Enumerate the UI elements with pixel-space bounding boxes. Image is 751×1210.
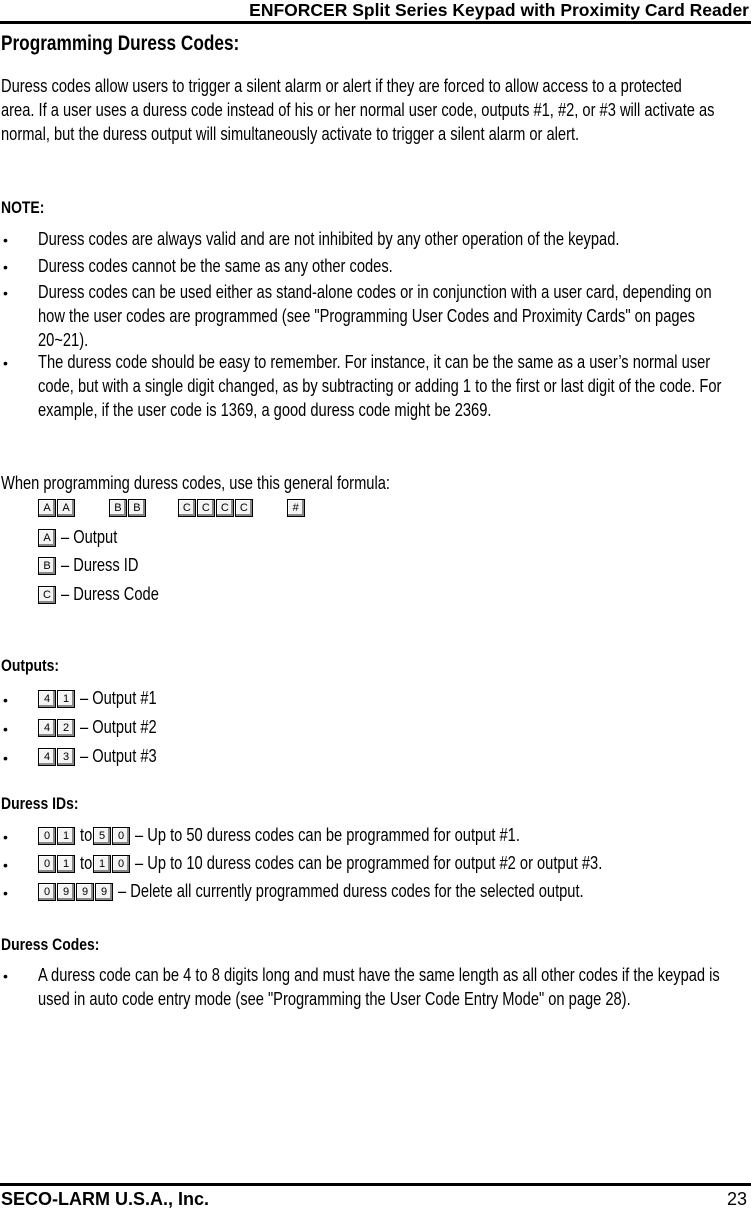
key-digit: 1: [57, 827, 75, 845]
bullet-glyph: •: [3, 285, 8, 301]
key-c: C: [216, 499, 234, 517]
intro-paragraph: Duress codes allow users to trigger a silent alarm or alert if they are forced to allow access to a protected area. If a user uses a duress code instead of his or her normal user code, outputs #1, #2, or #3 will activate as normal, but the duress output will simultaneously activate to trigger a silent alarm or alert.: [1, 76, 715, 144]
key-digit: 0: [38, 855, 56, 873]
key-digit: 9: [95, 883, 113, 901]
duress-id-text: – Up to 10 duress codes can be programmed for output #2 or output #3.: [135, 853, 603, 873]
key-c: C: [197, 499, 215, 517]
key-hash: #: [287, 499, 305, 517]
output-item-2: [38, 717, 174, 738]
legend-text: – Duress ID: [61, 555, 139, 575]
key-digit: 0: [112, 827, 130, 845]
key-digit: 0: [112, 855, 130, 873]
key-digit: 1: [57, 855, 75, 873]
bullet-glyph: •: [3, 355, 8, 371]
bullet-glyph: •: [3, 829, 8, 845]
key-c: C: [38, 586, 56, 604]
footer-company: SECO-LARM U.S.A., Inc.: [1, 1189, 210, 1209]
note-item: The duress code should be easy to remember. For instance, it can be the same as a user’s normal user code, but with a single digit changed, as by subtracting or adding 1 to the first or last digit of the code. For example, if the user code is 1369, a good duress code might be 2369.: [38, 352, 722, 420]
output-item-1: [38, 688, 174, 709]
page-header: [0, 0, 751, 26]
legend-duress-code: [38, 584, 181, 605]
key-digit: 1: [93, 855, 111, 873]
key-c: C: [235, 499, 253, 517]
duress-ids-heading: Duress IDs:: [1, 794, 79, 813]
legend-text: – Duress Code: [61, 584, 159, 604]
bullet-glyph: •: [3, 259, 8, 275]
key-digit: 0: [38, 827, 56, 845]
note-item: Duress codes can be used either as stand-alone codes or in conjunction with a user card, depending on how the user codes are programmed (see "Programming User Codes and Proximity Cards" on pages 20~21).: [38, 282, 712, 350]
key-b: B: [109, 499, 127, 517]
note-heading: NOTE:: [1, 198, 45, 217]
key-digit: 2: [57, 719, 75, 737]
header-title: ENFORCER Split Series Keypad with Proximity Card Reader: [249, 0, 749, 20]
formula-intro: When programming duress codes, use this general formula:: [1, 473, 390, 493]
duress-id-item-2: [38, 853, 708, 874]
key-digit: 4: [38, 719, 56, 737]
bullet-glyph: •: [3, 968, 8, 984]
duress-id-text: – Delete all currently programmed duress codes for the selected output.: [118, 881, 584, 901]
header-rule: [0, 21, 751, 24]
footer-rule: [0, 1183, 751, 1186]
page-title: Programming Duress Codes:: [1, 32, 240, 55]
key-c: C: [178, 499, 196, 517]
key-a: A: [57, 499, 75, 517]
output-text: – Output #3: [80, 746, 157, 766]
legend-output: [38, 527, 130, 548]
bullet-glyph: •: [3, 721, 8, 737]
output-item-3: [38, 746, 174, 767]
key-digit: 3: [57, 748, 75, 766]
duress-id-item-3: [38, 881, 689, 902]
duress-codes-heading: Duress Codes:: [1, 935, 100, 954]
key-digit: 4: [38, 748, 56, 766]
key-b: B: [38, 557, 56, 575]
duress-id-item-1: [38, 825, 607, 846]
key-digit: 4: [38, 690, 56, 708]
bullet-glyph: •: [3, 750, 8, 766]
note-item: Duress codes cannot be the same as any other codes.: [38, 256, 393, 276]
outputs-heading: Outputs:: [1, 656, 60, 675]
to-word: to: [80, 825, 93, 845]
key-digit: 1: [57, 690, 75, 708]
bullet-glyph: •: [3, 857, 8, 873]
key-a: A: [38, 529, 56, 547]
duress-id-text: – Up to 50 duress codes can be programmed for output #1.: [135, 825, 520, 845]
page-number: 23: [726, 1189, 747, 1209]
to-word: to: [80, 853, 93, 873]
output-text: – Output #2: [80, 717, 157, 737]
key-a: A: [38, 499, 56, 517]
duress-code-item: A duress code can be 4 to 8 digits long and must have the same length as all other codes if the keypad is used in auto code entry mode (see "Programming the User Code Entry Mode" on page 28).: [38, 965, 720, 1009]
key-digit: 5: [93, 827, 111, 845]
bullet-glyph: •: [3, 232, 8, 248]
key-digit: 9: [76, 883, 94, 901]
bullet-glyph: •: [3, 692, 8, 708]
legend-text: – Output: [61, 527, 118, 547]
output-text: – Output #1: [80, 688, 157, 708]
bullet-glyph: •: [3, 885, 8, 901]
legend-duress-id: [38, 555, 156, 576]
key-b: B: [128, 499, 146, 517]
formula-keys: [38, 499, 306, 517]
key-digit: 0: [38, 883, 56, 901]
note-item: Duress codes are always valid and are not inhibited by any other operation of the keypad.: [38, 229, 620, 249]
key-digit: 9: [57, 883, 75, 901]
